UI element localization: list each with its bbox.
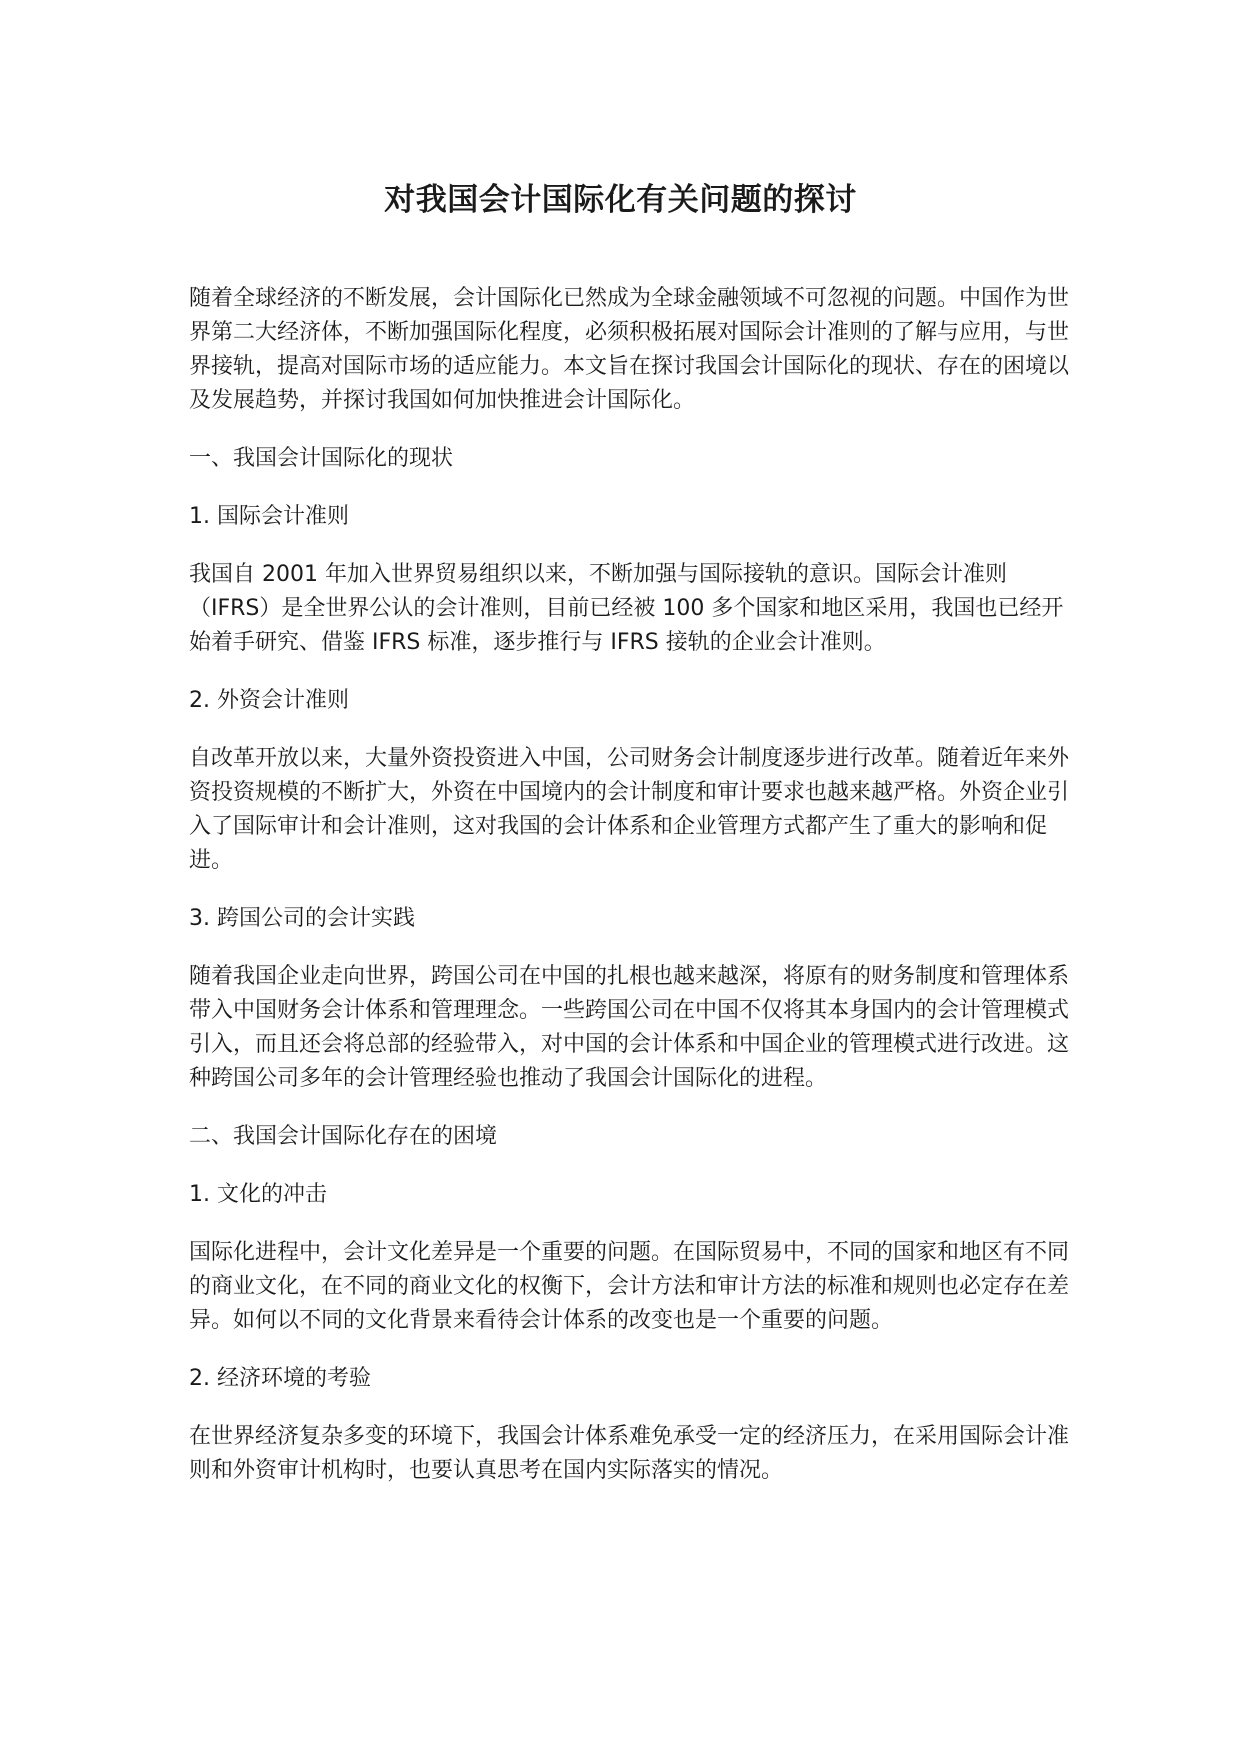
document-body	[189, 282, 1069, 1512]
document-title: 对我国会计国际化有关问题的探讨	[384, 182, 857, 218]
paragraph-2-1: 国际化进程中，会计文化差异是一个重要的问题。在国际贸易中，不同的国家和地区有不同的商业文化，在不同的商业文化的权衡下，会计方法和审计方法的标准和规则也必定存在差异。如何以不同的文化背景来看待会计体系的改变也是一个重要的问题。	[189, 1240, 1070, 1333]
paragraph-2-2: 在世界经济复杂多变的环境下，我国会计体系难免承受一定的经济压力，在采用国际会计准则和外资审计机构时，也要认真思考在国内实际落实的情况。	[189, 1424, 1070, 1483]
subsection-heading-1-3: 3. 跨国公司的会计实践	[189, 906, 415, 931]
subsection-heading-1-1: 1. 国际会计准则	[189, 504, 349, 529]
intro-paragraph: 随着全球经济的不断发展，会计国际化已然成为全球金融领域不可忽视的问题。中国作为世界第二大经济体，不断加强国际化程度，必须积极拓展对国际会计准则的了解与应用，与世界接轨，提高对国际市场的适应能力。本文旨在探讨我国会计国际化的现状、存在的困境以及发展趋势，并探讨我国如何加快推进会计国际化。	[189, 286, 1070, 413]
paragraph-1-1: 我国自 2001 年加入世界贸易组织以来，不断加强与国际接轨的意识。国际会计准则（IFRS）是全世界公认的会计准则，目前已经被 100 多个国家和地区采用，我国也已经开始着手研究、借鉴 IFRS 标准，逐步推行与 IFRS 接轨的企业会计准则。	[189, 562, 1064, 655]
subsection-heading-2-1: 1. 文化的冲击	[189, 1182, 327, 1207]
paragraph-1-2: 自改革开放以来，大量外资投资进入中国，公司财务会计制度逐步进行改革。随着近年来外资投资规模的不断扩大，外资在中国境内的会计制度和审计要求也越来越严格。外资企业引入了国际审计和会计准则，这对我国的会计体系和企业管理方式都产生了重大的影响和促进。	[189, 746, 1070, 873]
paragraph-1-3: 随着我国企业走向世界，跨国公司在中国的扎根也越来越深，将原有的财务制度和管理体系带入中国财务会计体系和管理理念。一些跨国公司在中国不仅将其本身国内的会计管理模式引入，而且还会将总部的经验带入，对中国的会计体系和中国企业的管理模式进行改进。这种跨国公司多年的会计管理经验也推动了我国会计国际化的进程。	[189, 964, 1070, 1091]
section-heading-2: 二、我国会计国际化存在的困境	[189, 1124, 498, 1149]
section-heading-1: 一、我国会计国际化的现状	[189, 446, 454, 471]
subsection-heading-1-2: 2. 外资会计准则	[189, 688, 349, 713]
subsection-heading-2-2: 2. 经济环境的考验	[189, 1366, 371, 1391]
